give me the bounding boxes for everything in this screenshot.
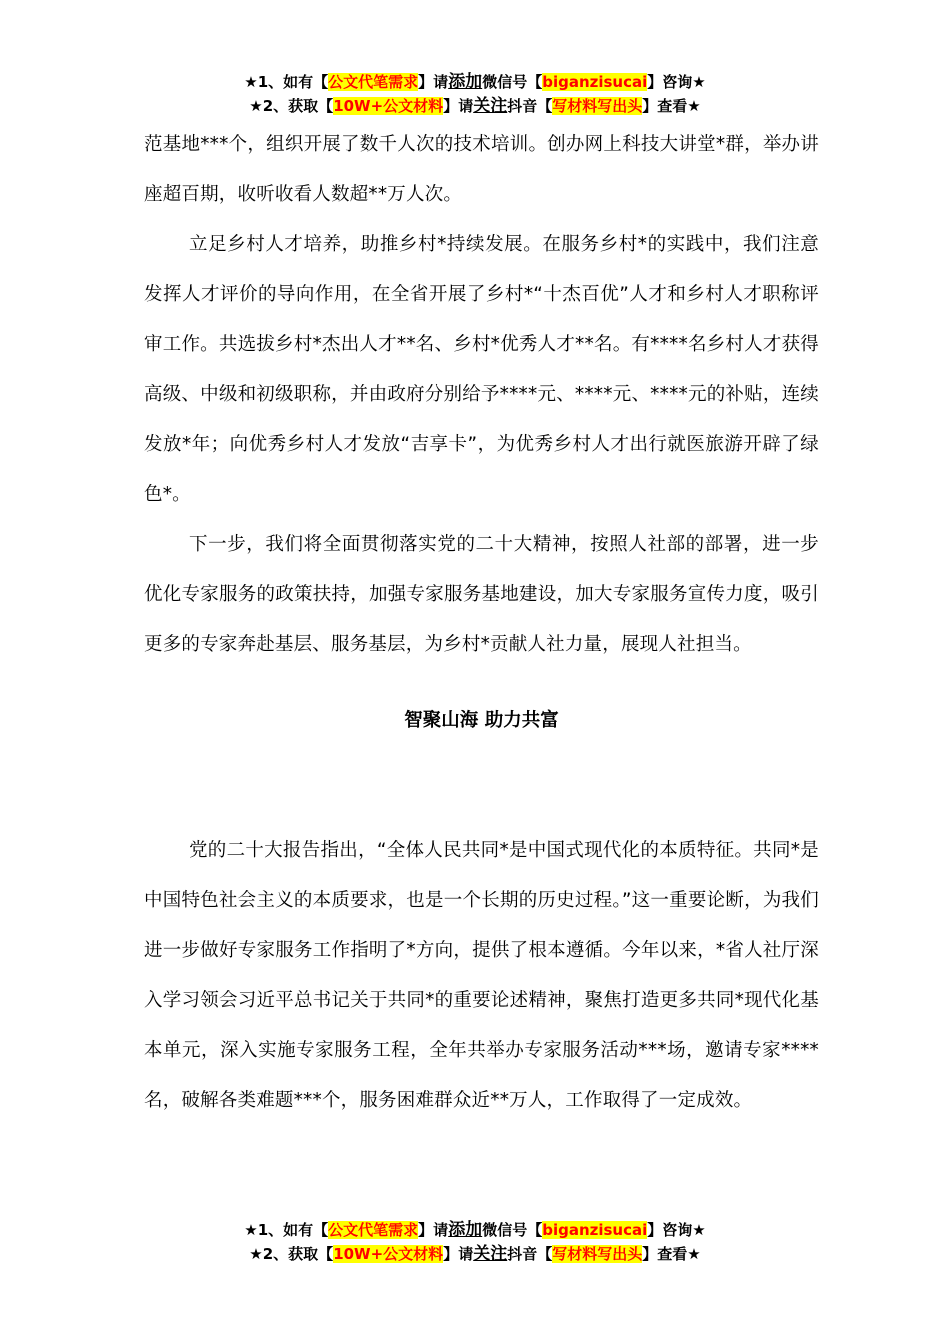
footer-banner: [0, 1218, 950, 1266]
highlight-douyin: 写材料写出头: [552, 97, 643, 115]
paragraph-next-steps: 下一步，我们将全面贯彻落实党的二十大精神，按照人社部的部署，进一步优化专家服务的政策扶持，加强专家服务基地建设，加大专家服务宣传力度，吸引更多的专家奔赴基层、服务基层，为乡村*贡献人社力量，展现人社担当。: [144, 534, 819, 655]
highlight-materials: 10W+公文材料: [333, 97, 444, 115]
document-body: [144, 120, 819, 1126]
highlight-service: 公文代笔需求: [328, 73, 419, 91]
paragraph-rural-talent: 立足乡村人才培养，助推乡村*持续发展。在服务乡村*的实践中，我们注意发挥人才评价的导向作用，在全省开展了乡村*“十杰百优”人才和乡村人才职称评审工作。共选拔乡村*杰出人才**名、乡村*优秀人才**名。有****名乡村人才获得高级、中级和初级职称，并由政府分别给予****元、****元、****元的补贴，连续发放*年；向优秀乡村人才发放“吉享卡”，为优秀乡村人才出行就医旅游开辟了绿色*。: [144, 234, 819, 505]
paragraph-common-prosperity: 党的二十大报告指出，“全体人民共同*是中国式现代化的本质特征。共同*是中国特色社会主义的本质要求，也是一个长期的历史过程。”这一重要论断，为我们进一步做好专家服务工作指明了*方向，提供了根本遵循。今年以来，*省人社厅深入学习领会习近平总书记关于共同*的重要论述精神，聚焦打造更多共同*现代化基本单元，深入实施专家服务工程，全年共举办专家服务活动***场，邀请专家****名，破解各类难题***个，服务困难群众近**万人，工作取得了一定成效。: [144, 840, 819, 1111]
banner-line-1: ★1、如有【公文代笔需求】请添加微信号【biganzisucai】咨询★: [244, 72, 706, 92]
banner-line-2: ★2、获取【10W+公文材料】请关注抖音【写材料写出头】查看★: [249, 96, 701, 116]
highlight-wechat-id: biganzisucai: [542, 1221, 648, 1239]
highlight-materials: 10W+公文材料: [333, 1245, 444, 1263]
header-banner: [0, 70, 950, 118]
section-heading: 智聚山海 助力共富: [404, 710, 559, 731]
banner-line-2: ★2、获取【10W+公文材料】请关注抖音【写材料写出头】查看★: [249, 1244, 701, 1264]
paragraph-continuation: 范基地***个，组织开展了数千人次的技术培训。创办网上科技大讲堂*群，举办讲座超百期，收听收看人数超**万人次。: [144, 134, 819, 205]
highlight-wechat-id: biganzisucai: [542, 73, 648, 91]
highlight-service: 公文代笔需求: [328, 1221, 419, 1239]
highlight-douyin: 写材料写出头: [552, 1245, 643, 1263]
banner-line-1: ★1、如有【公文代笔需求】请添加微信号【biganzisucai】咨询★: [244, 1220, 706, 1240]
